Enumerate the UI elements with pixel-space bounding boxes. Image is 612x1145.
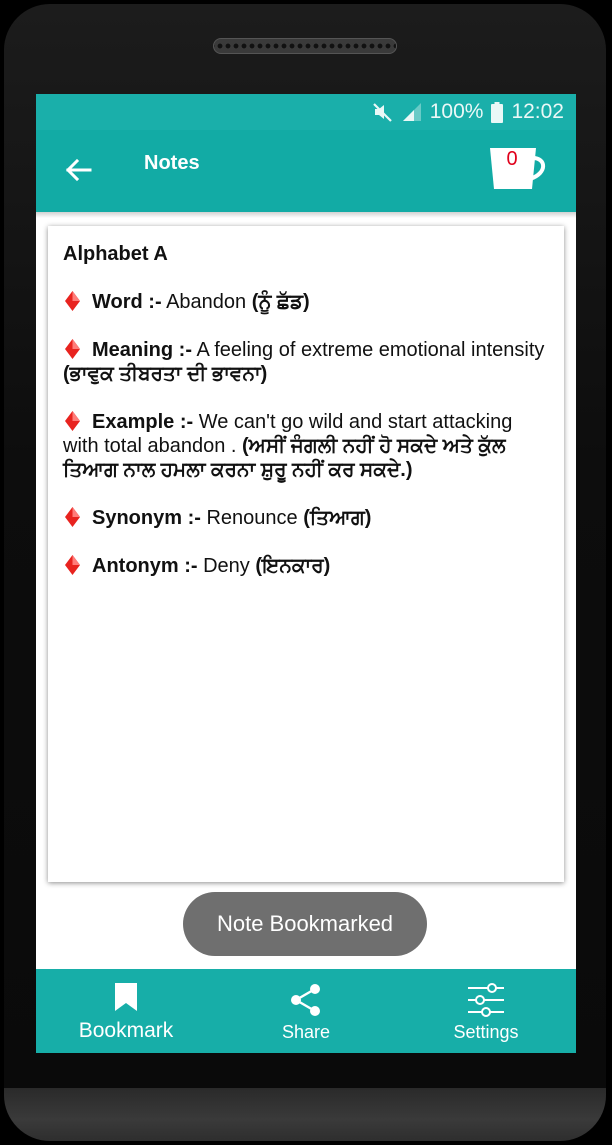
note-card bbox=[48, 226, 564, 882]
synonym-value: Renounce bbox=[200, 507, 304, 529]
diamond-bullet-icon bbox=[65, 339, 80, 359]
device-chin bbox=[4, 1088, 606, 1141]
meaning-punjabi: (ਭਾਵੁਕ ਤੀਬਰਤਾ ਦੀ ਭਾਵਨਾ) bbox=[63, 363, 268, 385]
back-arrow-icon[interactable] bbox=[62, 154, 94, 186]
antonym-punjabi: (ਇਨਕਾਰ) bbox=[255, 555, 331, 577]
note-line-meaning bbox=[63, 338, 553, 386]
diamond-bullet-icon bbox=[65, 507, 80, 527]
antonym-value: Deny bbox=[197, 555, 256, 577]
toast-message: Note Bookmarked bbox=[183, 892, 427, 956]
note-line-example bbox=[63, 410, 553, 482]
battery-icon bbox=[491, 102, 503, 123]
synonym-label: Synonym :- bbox=[92, 507, 201, 529]
signal-icon bbox=[402, 102, 422, 122]
word-value: Abandon bbox=[161, 291, 252, 313]
earpiece-speaker bbox=[213, 38, 397, 54]
example-punjabi: (ਅਸੀਂ ਜੰਗਲੀ ਨਹੀਂ ਹੋ ਸਕਦੇ ਅਤੇ ਕੁੱਲ ਤਿਆਗ ਨਾਲ ਹਮਲਾ ਕਰਨਾ ਸ਼ੁਰੂ ਨਹੀਂ ਕਰ ਸਕਦੇ.) bbox=[63, 435, 506, 481]
example-value: We can't go wild and start attacking with total abandon . bbox=[63, 411, 513, 457]
mute-icon bbox=[372, 101, 394, 123]
bookmark-icon bbox=[114, 982, 138, 1012]
app-bar bbox=[36, 130, 576, 212]
meaning-value: A feeling of extreme emotional intensity bbox=[192, 339, 545, 361]
word-punjabi: (ਨੂੰ ਛੱਡ) bbox=[251, 291, 310, 313]
diamond-bullet-icon bbox=[65, 411, 80, 431]
settings-button[interactable] bbox=[396, 969, 576, 1053]
share-button[interactable] bbox=[216, 969, 396, 1053]
diamond-bullet-icon bbox=[65, 555, 80, 575]
bottom-navigation bbox=[36, 969, 576, 1053]
status-icons bbox=[372, 100, 564, 124]
note-line-synonym bbox=[63, 506, 553, 530]
note-line-word bbox=[63, 290, 553, 314]
app-screen bbox=[36, 94, 576, 1053]
note-line-antonym bbox=[63, 554, 553, 578]
antonym-label: Antonym :- bbox=[92, 555, 198, 577]
synonym-punjabi: (ਤਿਆਗ) bbox=[303, 507, 372, 529]
bookmark-count: 0 bbox=[506, 148, 518, 170]
meaning-label: Meaning :- bbox=[92, 339, 192, 361]
clock: 12:02 bbox=[511, 100, 564, 123]
share-icon bbox=[289, 983, 323, 1017]
bookmark-label: Bookmark bbox=[78, 1019, 174, 1042]
page-title: Notes bbox=[144, 152, 200, 174]
example-label: Example :- bbox=[92, 411, 194, 433]
settings-label: Settings bbox=[453, 1022, 519, 1042]
diamond-bullet-icon bbox=[65, 291, 80, 311]
word-label: Word :- bbox=[92, 291, 162, 313]
battery-percent: 100% bbox=[429, 100, 484, 123]
settings-sliders-icon bbox=[467, 983, 505, 1017]
note-text bbox=[63, 242, 553, 602]
status-bar bbox=[36, 94, 576, 130]
note-heading: Alphabet A bbox=[63, 243, 168, 265]
share-label: Share bbox=[281, 1022, 331, 1042]
bookmark-button[interactable] bbox=[36, 969, 216, 1053]
